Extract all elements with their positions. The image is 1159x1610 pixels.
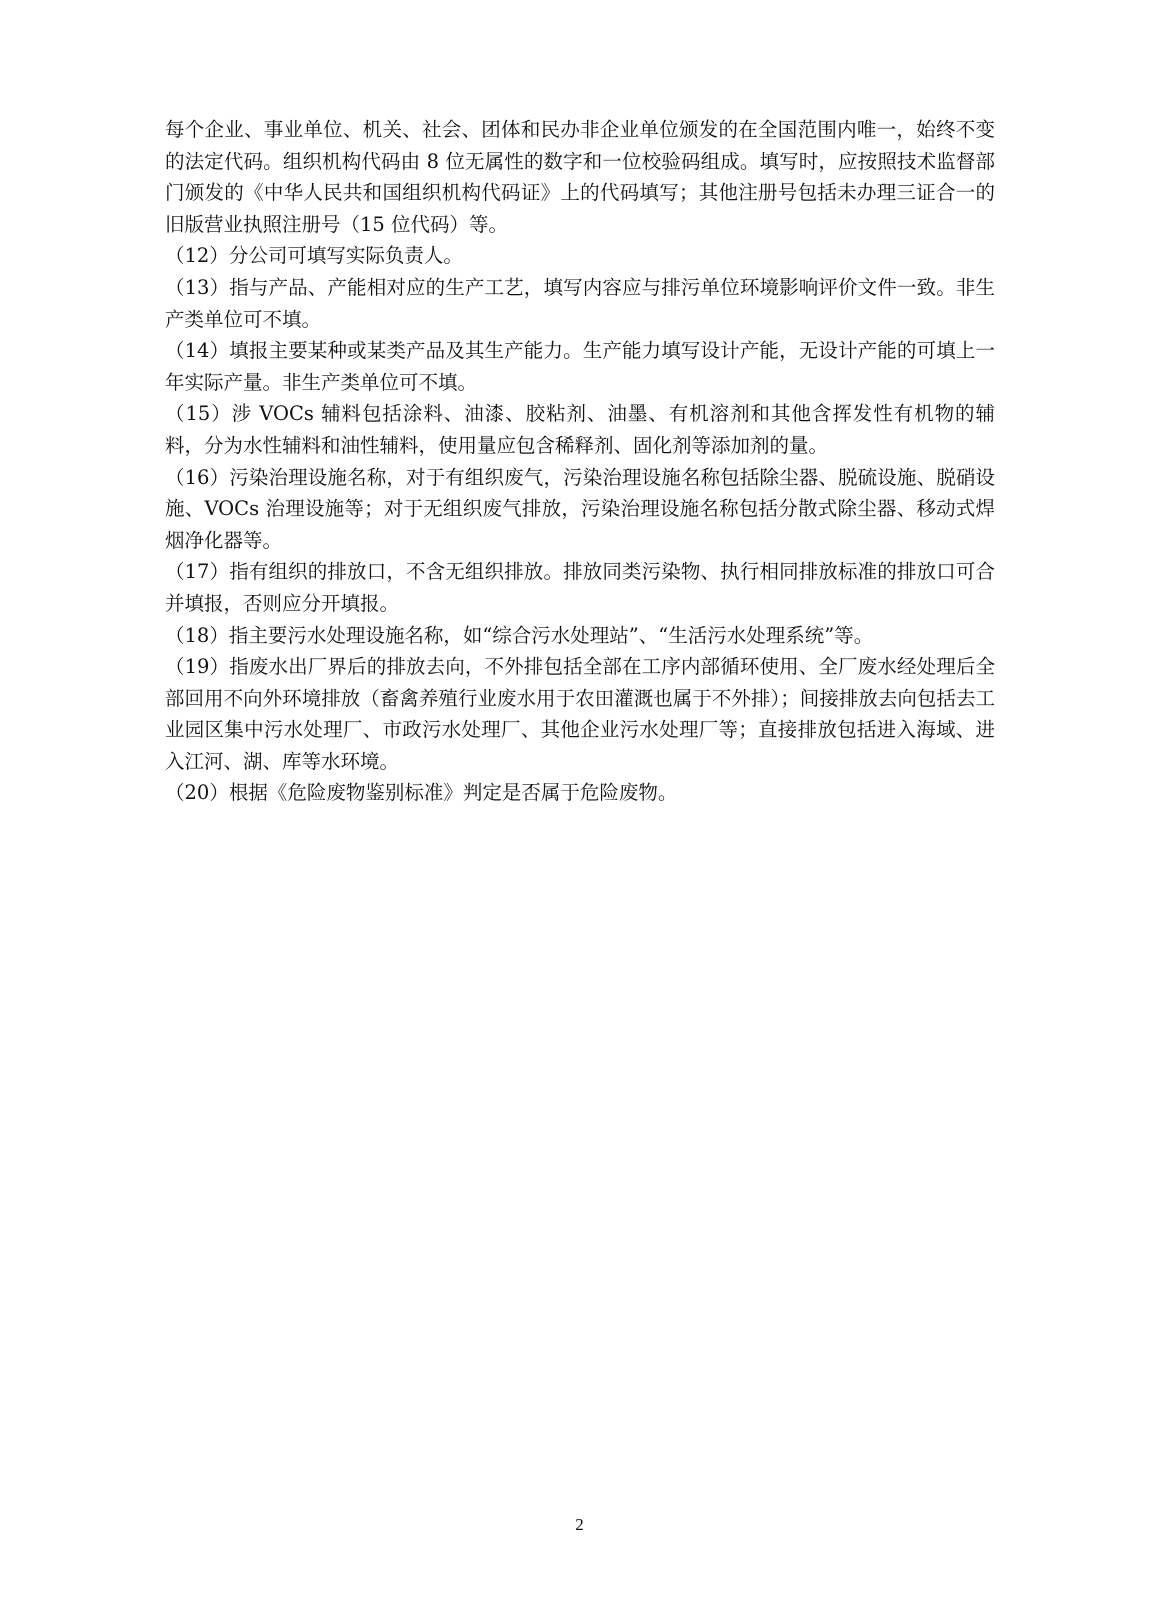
paragraph-note-15: （15）涉 VOCs 辅料包括涂料、油漆、胶粘剂、油墨、有机溶剂和其他含挥发性有机物的辅料，分为水性辅料和油性辅料，使用量应包含稀释剂、固化剂等添加剂的量。: [165, 402, 995, 457]
paragraph-note-18: （18）指主要污水处理设施名称，如“综合污水处理站”、“生活污水处理系统”等。: [165, 623, 874, 647]
document-body: [165, 114, 995, 809]
paragraph-note-13: （13）指与产品、产能相对应的生产工艺，填写内容应与排污单位环境影响评价文件一致。非生产类单位可不填。: [165, 275, 995, 331]
page-number: 2: [575, 1515, 584, 1534]
paragraph-note-20: （20）根据《危险废物鉴别标准》判定是否属于危险废物。: [165, 781, 678, 805]
paragraph-org-code-continuation: 每个企业、事业单位、机关、社会、团体和民办非企业单位颁发的在全国范围内唯一，始终不变的法定代码。组织机构代码由 8 位无属性的数字和一位校验码组成。填写时，应按照技术监督部门颁发的《中华人民共和国组织机构代码证》上的代码填写；其他注册号包括未办理三证合一的旧版营业执照注册号（15 位代码）等。: [165, 118, 995, 236]
paragraph-note-19: （19）指废水出厂界后的排放去向，不外排包括全部在工序内部循环使用、全厂废水经处理后全部回用不向外环境排放（畜禽养殖行业废水用于农田灌溉也属于不外排）；间接排放去向包括去工业园区集中污水处理厂、市政污水处理厂、其他企业污水处理厂等；直接排放包括进入海域、进入江河、湖、库等水环境。: [165, 655, 995, 773]
paragraph-note-12: （12）分公司可填写实际负责人。: [165, 244, 463, 268]
paragraph-note-17: （17）指有组织的排放口，不含无组织排放。排放同类污染物、执行相同排放标准的排放口可合并填报，否则应分开填报。: [165, 560, 995, 615]
paragraph-note-14: （14）填报主要某种或某类产品及其生产能力。生产能力填写设计产能，无设计产能的可填上一年实际产量。非生产类单位可不填。: [165, 339, 995, 394]
paragraph-note-16: （16）污染治理设施名称，对于有组织废气，污染治理设施名称包括除尘器、脱硫设施、脱硝设施、VOCs 治理设施等；对于无组织废气排放，污染治理设施名称包括分散式除尘器、移动式焊烟净化器等。: [165, 465, 995, 552]
